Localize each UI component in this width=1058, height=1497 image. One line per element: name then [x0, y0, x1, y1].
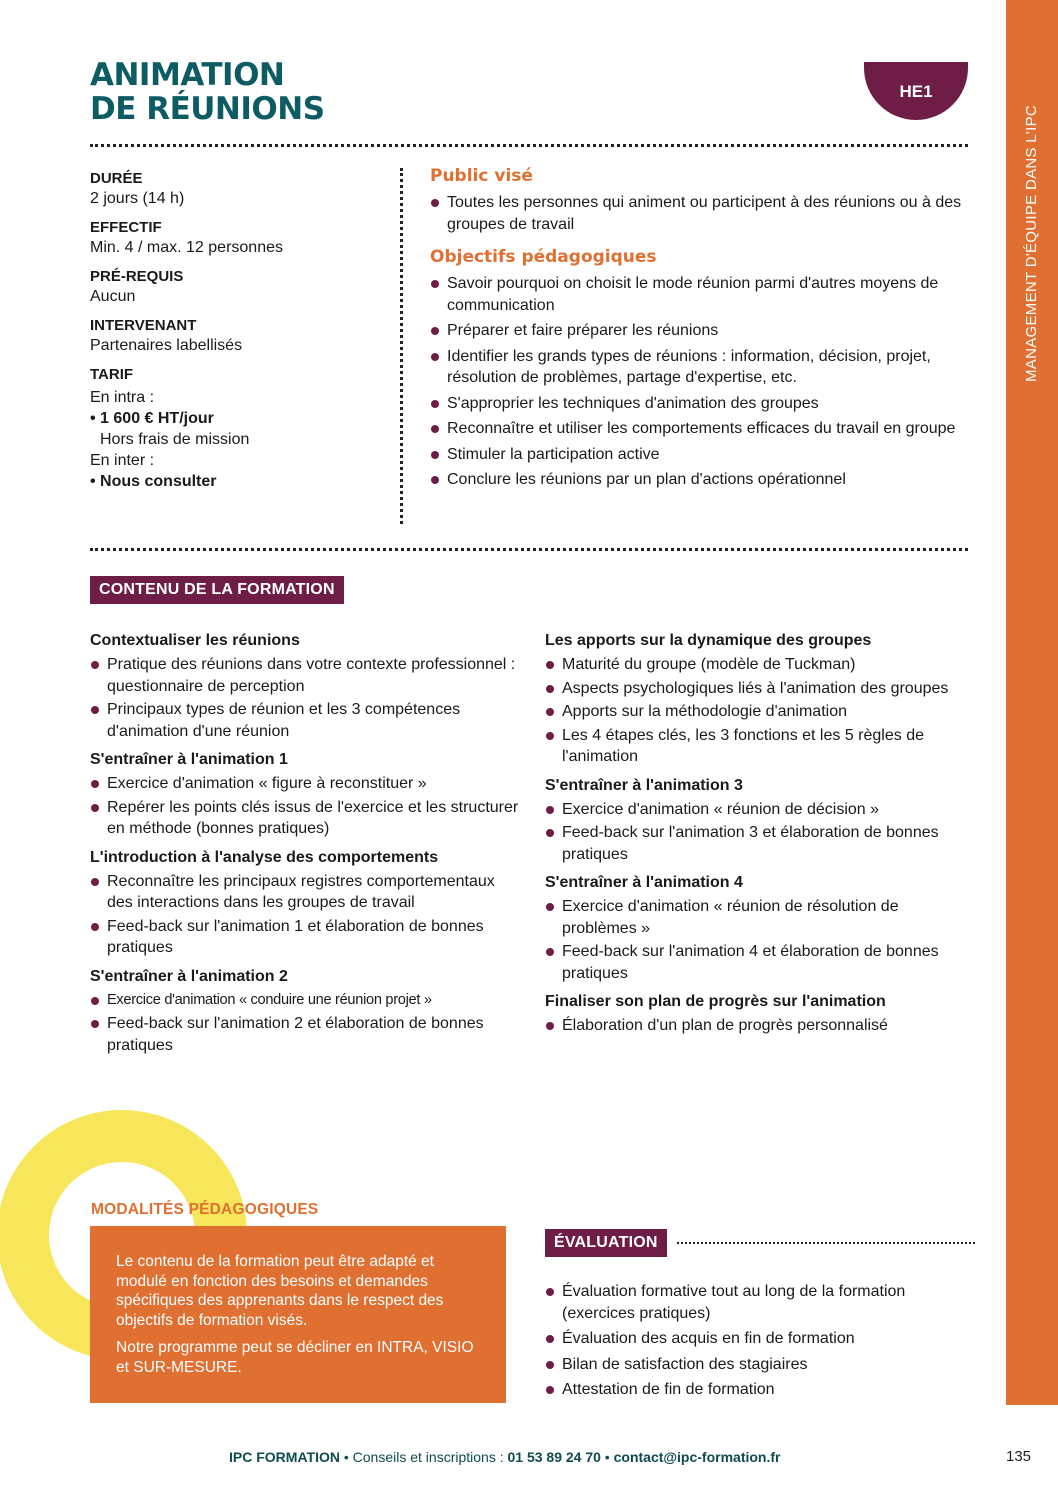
list-item: Feed-back sur l'animation 2 et élaboration de bonnes pratiques — [90, 1013, 520, 1056]
evaluation-list — [545, 1281, 975, 1401]
footer-separator: • Conseils et inscriptions : — [339, 1449, 508, 1465]
group-title: S'entraîner à l'animation 1 — [90, 751, 288, 768]
contenu-group — [545, 992, 975, 1037]
prerequis-label: PRÉ-REQUIS — [90, 268, 184, 285]
intervenant-value: Partenaires labellisés — [90, 337, 243, 354]
effectif-value: Min. 4 / max. 12 personnes — [90, 239, 283, 256]
list-item: S'approprier les techniques d'animation des groupes — [430, 393, 975, 415]
objectifs-heading: Objectifs pédagogiques — [430, 247, 657, 267]
contenu-group — [545, 776, 975, 866]
contenu-group — [90, 848, 520, 959]
tarif-intra-note: Hors frais de mission — [100, 431, 250, 448]
list-item: Reconnaître et utiliser les comportements efficaces du travail en groupe — [430, 418, 975, 440]
divider-top — [90, 144, 968, 147]
prerequis-value: Aucun — [90, 288, 136, 305]
course-code-badge: HE1 — [864, 62, 968, 120]
title-line-1: ANIMATION — [90, 57, 285, 93]
group-title: Les apports sur la dynamique des groupes — [545, 632, 872, 649]
contenu-group — [90, 750, 520, 840]
page-title — [90, 58, 325, 126]
list-item: Aspects psychologiques liés à l'animation des groupes — [545, 678, 975, 700]
category-label: MANAGEMENT D'ÉQUIPE DANS L'IPC — [1023, 104, 1040, 382]
list-item: Évaluation des acquis en fin de formation — [545, 1328, 975, 1350]
footer-brand: IPC FORMATION — [229, 1449, 340, 1465]
list-item: Exercice d'animation « conduire une réunion projet » — [90, 990, 520, 1012]
list-item: Identifier les grands types de réunions : information, décision, projet, résolution de problèmes, partage d'expertise, etc. — [430, 346, 975, 389]
footer-phone[interactable]: 01 53 89 24 70 — [507, 1449, 601, 1465]
divider-middle — [90, 548, 968, 551]
evaluation-panel — [545, 1229, 975, 1405]
list-item: Élaboration d'un plan de progrès personnalisé — [545, 1015, 975, 1037]
evaluation-heading: ÉVALUATION — [545, 1229, 667, 1257]
group-title: S'entraîner à l'animation 3 — [545, 776, 743, 794]
list-item: Maturité du groupe (modèle de Tuckman) — [545, 654, 975, 676]
objectives-panel — [430, 166, 975, 495]
contenu-left-column — [90, 631, 520, 1064]
list-item: Bilan de satisfaction des stagiaires — [545, 1354, 975, 1376]
contenu-group — [90, 631, 520, 742]
effectif-label: EFFECTIF — [90, 219, 162, 236]
list-item: Les 4 étapes clés, les 3 fonctions et les 5 règles de l'animation — [545, 725, 975, 768]
list-item: Apports sur la méthodologie d'animation — [545, 701, 975, 723]
list-item: Feed-back sur l'animation 1 et élaboration de bonnes pratiques — [90, 916, 520, 959]
group-title: Contextualiser les réunions — [90, 632, 300, 649]
contenu-heading: CONTENU DE LA FORMATION — [90, 576, 344, 604]
public-heading: Public visé — [430, 166, 533, 186]
list-item: Reconnaître les principaux registres comportementaux des interactions dans les groupes de travail — [90, 871, 520, 914]
tarif-label: TARIF — [90, 366, 134, 383]
modalites-paragraph-2: Notre programme peut se décliner en INTRA, VISIO et SUR-MESURE. — [116, 1339, 474, 1376]
list-item: Préparer et faire préparer les réunions — [430, 320, 975, 342]
list-item: Exercice d'animation « réunion de résolution de problèmes » — [545, 896, 975, 939]
group-title: L'introduction à l'analyse des comportements — [90, 848, 439, 866]
category-side-band — [1006, 0, 1058, 1405]
contenu-group — [90, 967, 520, 1057]
public-list — [430, 192, 975, 235]
list-item: Évaluation formative tout au long de la formation (exercices pratiques) — [545, 1281, 975, 1324]
list-item: Principaux types de réunion et les 3 compétences d'animation d'une réunion — [90, 699, 520, 742]
contenu-group — [545, 873, 975, 984]
contenu-right-column — [545, 631, 975, 1045]
duree-label: DURÉE — [90, 170, 143, 187]
intervenant-label: INTERVENANT — [90, 317, 197, 334]
tarif-inter-value: • Nous consulter — [90, 473, 217, 490]
group-title: S'entraîner à l'animation 2 — [90, 967, 288, 985]
list-item: Savoir pourquoi on choisit le mode réunion parmi d'autres moyens de communication — [430, 273, 975, 316]
footer-separator: • — [600, 1449, 614, 1465]
list-item: Repérer les points clés issus de l'exercice et les structurer en méthode (bonnes pratiques) — [90, 797, 520, 840]
list-item: Feed-back sur l'animation 4 et élaboration de bonnes pratiques — [545, 941, 975, 984]
contenu-group — [545, 631, 975, 768]
duree-value: 2 jours (14 h) — [90, 190, 185, 207]
list-item: Attestation de fin de formation — [545, 1379, 975, 1401]
list-item: Stimuler la participation active — [430, 444, 975, 466]
list-item: Toutes les personnes qui animent ou participent à des réunions ou à des groupes de travail — [430, 192, 975, 235]
modalites-heading: MODALITÉS PÉDAGOGIQUES — [91, 1201, 319, 1218]
divider-vertical — [400, 168, 403, 524]
tarif-intra-label: En intra : — [90, 389, 155, 406]
title-line-2: DE RÉUNIONS — [90, 91, 325, 127]
page-number: 135 — [1006, 1448, 1032, 1465]
group-title: S'entraîner à l'animation 4 — [545, 874, 743, 891]
course-info — [90, 170, 370, 492]
list-item: Exercice d'animation « figure à reconstituer » — [90, 773, 520, 795]
list-item: Pratique des réunions dans votre contexte professionnel : questionnaire de perception — [90, 654, 520, 697]
list-item: Exercice d'animation « réunion de décision » — [545, 799, 975, 821]
list-item: Feed-back sur l'animation 3 et élaboration de bonnes pratiques — [545, 822, 975, 865]
modalites-box — [90, 1226, 506, 1403]
objectifs-list — [430, 273, 975, 491]
footer-email-link[interactable]: contact@ipc-formation.fr — [613, 1449, 781, 1465]
footer-contact — [229, 1449, 781, 1465]
group-title: Finaliser son plan de progrès sur l'animation — [545, 993, 886, 1010]
tarif-inter-label: En inter : — [90, 452, 155, 469]
evaluation-divider — [677, 1242, 975, 1244]
modalites-paragraph-1: Le contenu de la formation peut être adapté et modulé en fonction des besoins et demandes spécifiques des apprenants dans le respect des objectifs de formation visés. — [116, 1253, 444, 1329]
tarif-intra-price: • 1 600 € HT/jour — [90, 410, 214, 427]
list-item: Conclure les réunions par un plan d'actions opérationnel — [430, 469, 975, 491]
